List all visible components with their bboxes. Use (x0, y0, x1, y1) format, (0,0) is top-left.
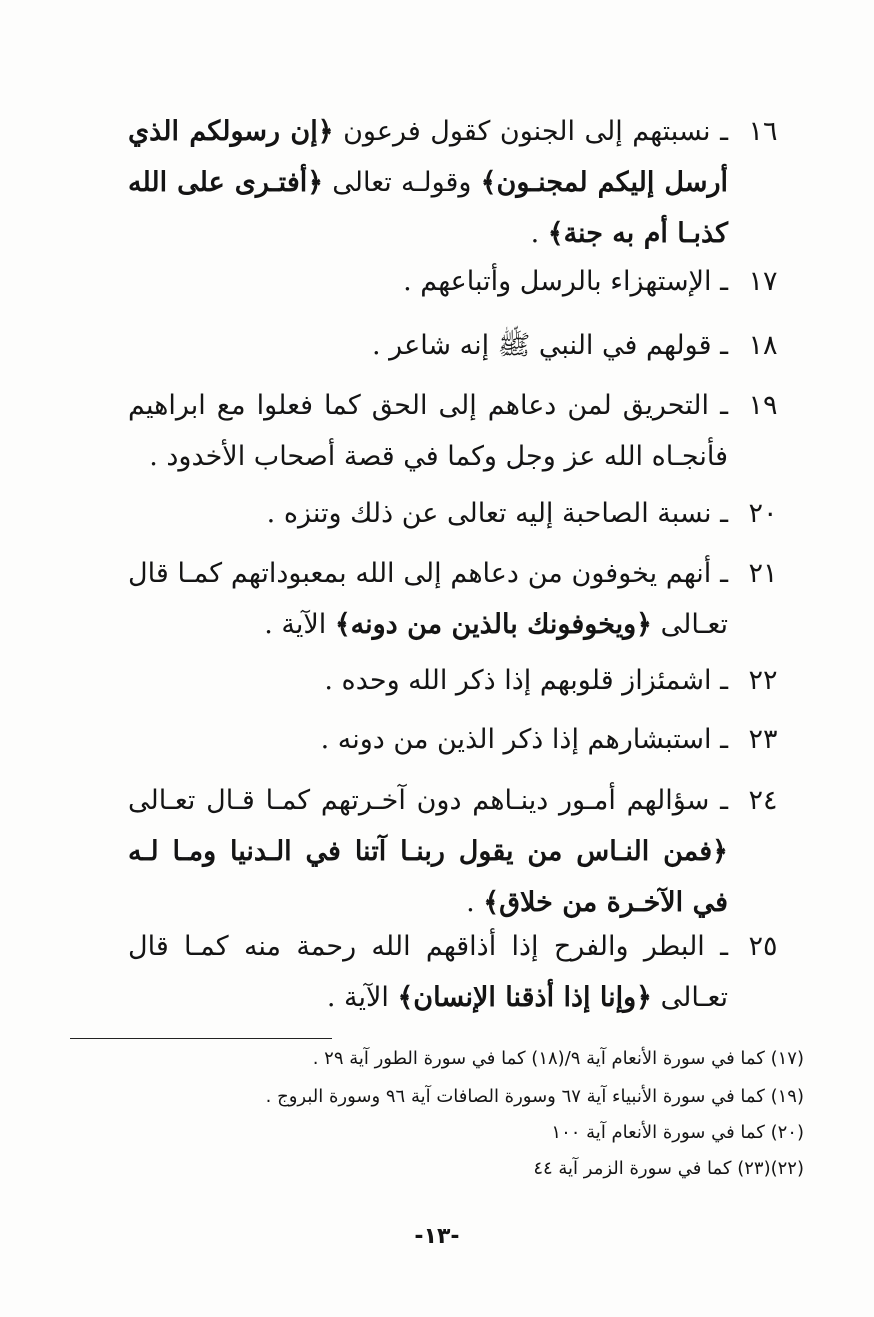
item-text-part: الآية . (326, 982, 398, 1013)
item-text-part: ـ البطر والفرح إذا أذاقهم الله رحمة منه كمـا قال تعـالى (128, 931, 728, 1013)
list-item-20 (128, 488, 788, 539)
footnote: (٢٠) كما في سورة الأنعام آية ١٠٠ (551, 1122, 804, 1143)
list-item-17 (128, 256, 788, 307)
quran-quote: ﴿وإنا إذا أذقنا الإنسان﴾ (397, 982, 652, 1013)
quran-quote: ﴿إن رسولكم الذي أرسل إليكم لمجنـون﴾ (128, 116, 728, 198)
list-item-16 (128, 106, 788, 259)
item-text: ـ نسبة الصاحبة إليه تعالى عن ذلك وتنزه . (266, 498, 728, 529)
footnote: (١٩) كما في سورة الأنبياء آية ٦٧ وسورة الصافات آية ٩٦ وسورة البروج . (265, 1086, 804, 1107)
item-number: ٢٠ (748, 498, 778, 529)
list-item-19 (128, 380, 788, 482)
list-item-25 (128, 921, 788, 1023)
item-text-part: الآية . (264, 609, 335, 640)
page-number: -١٣- (414, 1224, 460, 1249)
item-text-part: . (530, 218, 548, 249)
list-item-23 (128, 714, 788, 765)
item-text (128, 921, 728, 1023)
item-text-part: ـ أنهم يخوفون من دعاهم إلى الله بمعبوداتهم كمـا قال تعـالى (128, 558, 728, 640)
item-text: ـ التحريق لمن دعاهم إلى الحق كما فعلوا مع ابراهيم فأنجـاه الله عز وجل وكما في قصة أصحاب الأخدود . (128, 390, 728, 472)
item-text: ـ استبشارهم إذا ذكر الذين من دونه . (320, 724, 728, 755)
item-text: ـ قولهم في النبي ﷺ إنه شاعر . (372, 330, 728, 361)
footnote: (١٧) كما في سورة الأنعام آية ٩/(١٨) كما في سورة الطور آية ٢٩ . (312, 1048, 804, 1069)
list-item-21 (128, 548, 788, 650)
item-text (128, 775, 728, 928)
list-item-18 (128, 320, 788, 371)
quran-quote: ﴿أفتـرى على الله كذبـا أم به جنة﴾ (128, 167, 728, 249)
item-text-part: . (466, 887, 484, 918)
list-item-22 (128, 655, 788, 706)
item-text (128, 106, 728, 259)
item-text-part: ـ نسبتهم إلى الجنون كقول فرعون (333, 116, 728, 147)
item-number: ١٩ (748, 390, 778, 421)
quran-quote: ﴿فمن النـاس من يقول ربنـا آتنا في الـدنيا ومـا لـه في الآخـرة من خلاق﴾ (128, 836, 728, 918)
item-number: ١٦ (748, 116, 778, 147)
item-text: ـ الإستهزاء بالرسل وأتباعهم . (403, 266, 728, 297)
item-text (128, 548, 728, 650)
item-number: ١٨ (748, 330, 778, 361)
item-number: ٢٣ (748, 724, 778, 755)
footnote: (٢٢)(٢٣) كما في سورة الزمر آية ٤٤ (533, 1158, 804, 1179)
item-number: ٢١ (748, 558, 778, 589)
item-text-part: وقولـه تعالى (323, 167, 481, 198)
item-number: ١٧ (748, 266, 778, 297)
item-text-part: ـ سؤالهم أمـور دينـاهم دون آخـرتهم كمـا قـال تعـالى (128, 785, 728, 816)
list-item-24 (128, 775, 788, 928)
item-number: ٢٢ (748, 665, 778, 696)
footnote-divider (70, 1038, 332, 1039)
item-number: ٢٥ (748, 931, 778, 962)
item-number: ٢٤ (748, 785, 778, 816)
quran-quote: ﴿ويخوفونك بالذين من دونه﴾ (334, 609, 652, 640)
item-text: ـ اشمئزاز قلوبهم إذا ذكر الله وحده . (324, 665, 728, 696)
